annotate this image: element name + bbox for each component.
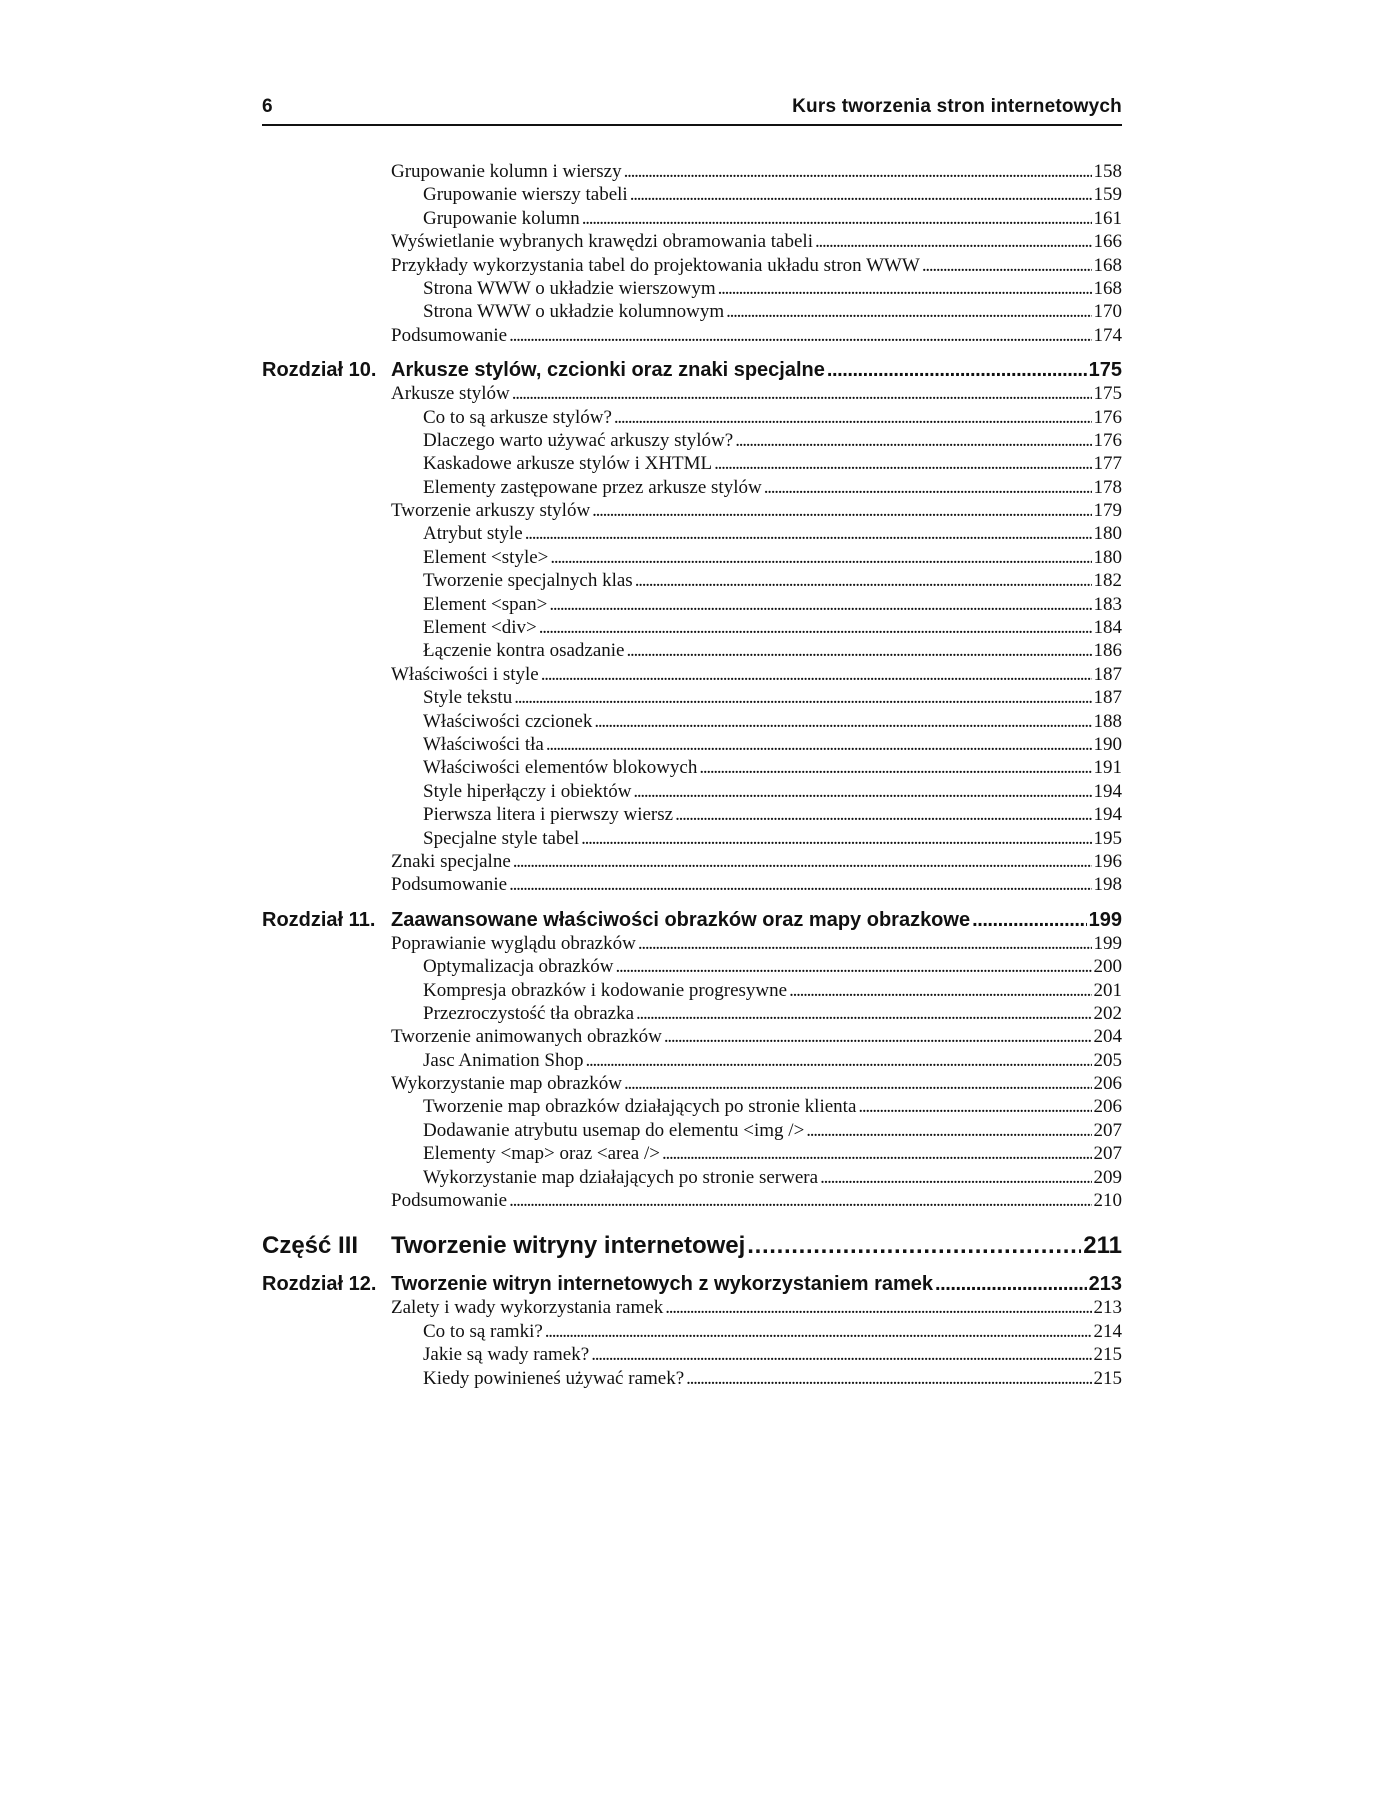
dot-leader: [615, 955, 1091, 978]
dot-leader: [585, 1049, 1091, 1072]
entry-title: Kaskadowe arkusze stylów i XHTML: [423, 453, 713, 475]
toc-subsection-entry: [262, 1095, 1122, 1118]
entry-title: Jakie są wady ramek?: [423, 1344, 590, 1366]
entry-page-number: 213: [1088, 1273, 1122, 1296]
entry-title: Podsumowanie: [391, 324, 508, 346]
toc-section-entry: [262, 873, 1122, 896]
toc-section-entry: [262, 850, 1122, 873]
entry-page-number: 186: [1093, 640, 1122, 662]
entry-title: Wykorzystanie map działających po stronie serwera: [423, 1166, 819, 1188]
dot-leader: [686, 1367, 1091, 1390]
toc-section-entry: [262, 499, 1122, 522]
book-title: Kurs tworzenia stron internetowych: [792, 96, 1122, 117]
toc-subsection-entry: [262, 569, 1122, 592]
entry-page-number: 161: [1093, 207, 1122, 229]
entry-page-number: 196: [1093, 850, 1122, 872]
entry-title: Arkusze stylów, czcionki oraz znaki specjalne: [391, 359, 825, 382]
dot-leader: [512, 382, 1092, 405]
entry-title: Dodawanie atrybutu usemap do elementu <img />: [423, 1119, 805, 1141]
toc-subsection-entry: [262, 476, 1122, 499]
entry-title: Atrybut style: [423, 523, 523, 545]
toc-subsection-entry: [262, 207, 1122, 230]
entry-title: Właściwości tła: [423, 733, 544, 755]
toc-section-entry: [262, 1025, 1122, 1048]
entry-title: Elementy zastępowane przez arkusze stylów: [423, 476, 762, 498]
toc-subsection-entry: [262, 1002, 1122, 1025]
dot-leader: [858, 1095, 1091, 1118]
entry-title: Element <div>: [423, 617, 537, 639]
toc-section-entry: [262, 230, 1122, 253]
entry-title: Strona WWW o układzie kolumnowym: [423, 301, 725, 323]
entry-page-number: 194: [1093, 804, 1122, 826]
toc-section-entry: [262, 254, 1122, 277]
dot-leader: [624, 160, 1092, 183]
dot-leader: [675, 803, 1091, 826]
entry-title: Wykorzystanie map obrazków: [391, 1073, 622, 1095]
dot-leader: [635, 569, 1092, 592]
toc-subsection-entry: [262, 277, 1122, 300]
entry-title: Element <style>: [423, 546, 549, 568]
dot-leader: [541, 663, 1092, 686]
toc-subsection-entry: [262, 756, 1122, 779]
toc-part-entry: [262, 1231, 1122, 1261]
entry-title: Tworzenie arkuszy stylów: [391, 500, 591, 522]
chapter-label: Rozdział 10.: [262, 359, 377, 382]
entry-page-number: 179: [1093, 500, 1122, 522]
page-number: 6: [262, 96, 273, 117]
toc-section-entry: [262, 1189, 1122, 1212]
toc-subsection-entry: [262, 1320, 1122, 1343]
dot-leader: [747, 1231, 1081, 1261]
dot-leader: [726, 300, 1091, 323]
entry-title: Tworzenie specjalnych klas: [423, 570, 633, 592]
entry-page-number: 190: [1093, 733, 1122, 755]
entry-page-number: 211: [1083, 1232, 1122, 1260]
toc-subsection-entry: [262, 803, 1122, 826]
running-header: [262, 96, 1122, 126]
dot-leader: [820, 1166, 1091, 1189]
toc-chapter-entry: [262, 358, 1122, 382]
dot-leader: [935, 1272, 1087, 1296]
entry-title: Style tekstu: [423, 687, 513, 709]
toc-subsection-entry: [262, 1142, 1122, 1165]
dot-leader: [525, 522, 1092, 545]
toc-chapter-entry: [262, 908, 1122, 932]
entry-page-number: 174: [1093, 324, 1122, 346]
dot-leader: [582, 207, 1092, 230]
entry-title: Elementy <map> oraz <area />: [423, 1143, 660, 1165]
dot-leader: [699, 756, 1091, 779]
entry-page-number: 176: [1093, 429, 1122, 451]
entry-page-number: 200: [1093, 956, 1122, 978]
dot-leader: [827, 358, 1087, 382]
dot-leader: [546, 733, 1092, 756]
entry-page-number: 215: [1093, 1344, 1122, 1366]
entry-page-number: 194: [1093, 780, 1122, 802]
dot-leader: [806, 1119, 1091, 1142]
entry-title: Specjalne style tabel: [423, 827, 580, 849]
entry-title: Grupowanie kolumn: [423, 207, 580, 229]
entry-title: Znaki specjalne: [391, 850, 511, 872]
entry-page-number: 159: [1093, 184, 1122, 206]
dot-leader: [972, 908, 1087, 932]
entry-page-number: 168: [1093, 254, 1122, 276]
dot-leader: [636, 1002, 1091, 1025]
toc-subsection-entry: [262, 452, 1122, 475]
dot-leader: [509, 873, 1091, 896]
entry-title: Tworzenie animowanych obrazków: [391, 1026, 662, 1048]
toc-subsection-entry: [262, 1367, 1122, 1390]
dot-leader: [714, 452, 1091, 475]
toc-section-entry: [262, 324, 1122, 347]
dot-leader: [591, 1343, 1091, 1366]
entry-title: Wyświetlanie wybranych krawędzi obramowania tabeli: [391, 231, 813, 253]
entry-title: Poprawianie wyglądu obrazków: [391, 932, 636, 954]
chapter-label: Rozdział 11.: [262, 908, 376, 931]
entry-page-number: 178: [1093, 476, 1122, 498]
entry-title: Zalety i wady wykorzystania ramek: [391, 1297, 664, 1319]
toc-section-entry: [262, 1072, 1122, 1095]
toc-subsection-entry: [262, 979, 1122, 1002]
entry-page-number: 201: [1093, 979, 1122, 1001]
entry-title: Właściwości elementów blokowych: [423, 757, 698, 779]
toc-subsection-entry: [262, 710, 1122, 733]
entry-title: Kiedy powinieneś używać ramek?: [423, 1367, 685, 1389]
entry-page-number: 158: [1093, 161, 1122, 182]
dot-leader: [614, 406, 1092, 429]
entry-page-number: 207: [1093, 1143, 1122, 1165]
toc-subsection-entry: [262, 686, 1122, 709]
dot-leader: [638, 932, 1092, 955]
dot-leader: [664, 1025, 1092, 1048]
dot-leader: [545, 1320, 1092, 1343]
table-of-contents: [262, 160, 1122, 1390]
dot-leader: [764, 476, 1092, 499]
entry-page-number: 191: [1093, 757, 1122, 779]
toc-subsection-entry: [262, 546, 1122, 569]
toc-subsection-entry: [262, 522, 1122, 545]
dot-leader: [789, 979, 1091, 1002]
entry-page-number: 206: [1093, 1096, 1122, 1118]
entry-title: Kompresja obrazków i kodowanie progresywne: [423, 979, 788, 1001]
chapter-label: Rozdział 12.: [262, 1273, 377, 1296]
entry-title: Co to są ramki?: [423, 1320, 543, 1342]
toc-subsection-entry: [262, 616, 1122, 639]
entry-title: Arkusze stylów: [391, 383, 510, 405]
toc-subsection-entry: [262, 827, 1122, 850]
dot-leader: [627, 639, 1092, 662]
dot-leader: [662, 1142, 1092, 1165]
entry-page-number: 204: [1093, 1026, 1122, 1048]
toc-subsection-entry: [262, 1343, 1122, 1366]
entry-page-number: 177: [1093, 453, 1122, 475]
entry-title: Style hiperłączy i obiektów: [423, 780, 632, 802]
entry-title: Element <span>: [423, 593, 548, 615]
toc-subsection-entry: [262, 406, 1122, 429]
dot-leader: [630, 183, 1092, 206]
entry-page-number: 195: [1093, 827, 1122, 849]
entry-title: Co to są arkusze stylów?: [423, 406, 612, 428]
dot-leader: [718, 277, 1092, 300]
entry-page-number: 202: [1093, 1002, 1122, 1024]
entry-title: Właściwości czcionek: [423, 710, 593, 732]
entry-page-number: 183: [1093, 593, 1122, 615]
entry-title: Właściwości i style: [391, 663, 539, 685]
toc-section-entry: [262, 160, 1122, 183]
entry-title: Optymalizacja obrazków: [423, 956, 614, 978]
dot-leader: [665, 1296, 1091, 1319]
toc-subsection-entry: [262, 593, 1122, 616]
entry-title: Strona WWW o układzie wierszowym: [423, 277, 716, 299]
entry-page-number: 215: [1093, 1367, 1122, 1389]
entry-page-number: 170: [1093, 301, 1122, 323]
toc-subsection-entry: [262, 955, 1122, 978]
dot-leader: [735, 429, 1091, 452]
entry-title: Podsumowanie: [391, 874, 508, 896]
dot-leader: [815, 230, 1092, 253]
dot-leader: [633, 780, 1091, 803]
entry-title: Przykłady wykorzystania tabel do projektowania układu stron WWW: [391, 254, 920, 276]
entry-title: Przezroczystość tła obrazka: [423, 1002, 635, 1024]
toc-subsection-entry: [262, 183, 1122, 206]
entry-title: Łączenie kontra osadzanie: [423, 640, 625, 662]
entry-page-number: 198: [1093, 874, 1122, 896]
entry-title: Grupowanie wierszy tabeli: [423, 184, 628, 206]
toc-section-entry: [262, 663, 1122, 686]
entry-title: Jasc Animation Shop: [423, 1049, 584, 1071]
toc-subsection-entry: [262, 429, 1122, 452]
dot-leader: [509, 1189, 1091, 1212]
toc-subsection-entry: [262, 300, 1122, 323]
dot-leader: [509, 324, 1091, 347]
toc-subsection-entry: [262, 639, 1122, 662]
dot-leader: [539, 616, 1092, 639]
entry-page-number: 168: [1093, 277, 1122, 299]
dot-leader: [549, 593, 1091, 616]
entry-page-number: 199: [1093, 932, 1122, 954]
dot-leader: [513, 850, 1092, 873]
entry-page-number: 187: [1093, 687, 1122, 709]
entry-page-number: 213: [1093, 1297, 1122, 1319]
dot-leader: [514, 686, 1091, 709]
dot-leader: [594, 710, 1091, 733]
entry-title: Pierwsza litera i pierwszy wiersz: [423, 804, 674, 826]
toc-subsection-entry: [262, 1166, 1122, 1189]
entry-title: Tworzenie witryn internetowych z wykorzystaniem ramek: [391, 1273, 934, 1296]
toc-subsection-entry: [262, 780, 1122, 803]
entry-title: Tworzenie witryny internetowej: [391, 1232, 746, 1260]
toc-subsection-entry: [262, 733, 1122, 756]
entry-page-number: 206: [1093, 1073, 1122, 1095]
entry-page-number: 187: [1093, 663, 1122, 685]
entry-page-number: 209: [1093, 1166, 1122, 1188]
toc-chapter-entry: [262, 1272, 1122, 1296]
dot-leader: [624, 1072, 1092, 1095]
entry-page-number: 182: [1093, 570, 1122, 592]
part-label: Część III: [262, 1232, 359, 1260]
entry-page-number: 166: [1093, 231, 1122, 253]
entry-title: Grupowanie kolumn i wierszy: [391, 161, 622, 182]
entry-title: Tworzenie map obrazków działających po stronie klienta: [423, 1096, 857, 1118]
entry-page-number: 180: [1093, 546, 1122, 568]
dot-leader: [581, 827, 1091, 850]
dot-leader: [592, 499, 1091, 522]
entry-page-number: 205: [1093, 1049, 1122, 1071]
entry-title: Dlaczego warto używać arkuszy stylów?: [423, 429, 734, 451]
entry-page-number: 176: [1093, 406, 1122, 428]
toc-section-entry: [262, 1296, 1122, 1319]
toc-subsection-entry: [262, 1119, 1122, 1142]
toc-subsection-entry: [262, 1049, 1122, 1072]
entry-title: Podsumowanie: [391, 1190, 508, 1212]
entry-page-number: 207: [1093, 1119, 1122, 1141]
toc-section-entry: [262, 382, 1122, 405]
entry-page-number: 199: [1088, 908, 1122, 931]
entry-title: Zaawansowane właściwości obrazków oraz mapy obrazkowe: [391, 908, 971, 931]
entry-page-number: 175: [1088, 359, 1122, 382]
entry-page-number: 188: [1093, 710, 1122, 732]
entry-page-number: 184: [1093, 617, 1122, 639]
dot-leader: [550, 546, 1091, 569]
entry-page-number: 175: [1093, 383, 1122, 405]
entry-page-number: 214: [1093, 1320, 1122, 1342]
toc-section-entry: [262, 932, 1122, 955]
entry-page-number: 210: [1093, 1190, 1122, 1212]
entry-page-number: 180: [1093, 523, 1122, 545]
dot-leader: [922, 254, 1092, 277]
